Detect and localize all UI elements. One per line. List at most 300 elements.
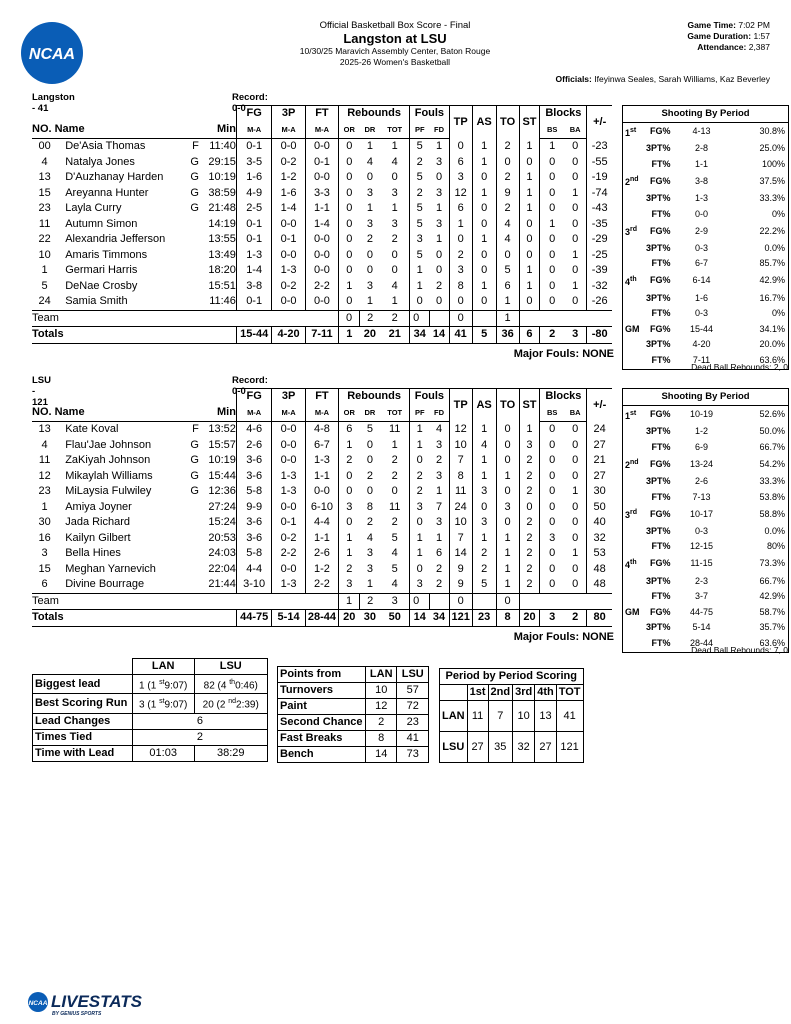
stat-no: 1 [41,264,48,276]
stat-name: ZaKiyah Johnson [65,454,151,466]
shooting-row [623,191,789,207]
percentage: 33.3% [759,192,786,203]
column-header: TP [449,389,472,422]
stat-to: 4 [496,217,519,233]
stat-ba: 0 [572,171,579,183]
stat-pm: 48 [587,577,612,593]
stat-pos [186,217,199,233]
points-from-label: Paint [278,699,366,715]
stat-type: FG% [649,275,671,286]
shooting-row [623,322,789,338]
shooting-title: Shooting By Period [623,106,789,123]
stat-ba: 0 [572,423,579,435]
stat-ba: 0 [572,155,579,168]
made-attempted: 7-13 [692,491,711,502]
shooting-row [623,172,789,191]
stat-type: 3PT% [645,622,671,633]
player-row [32,500,612,516]
stat-name: Germari Harris [65,264,138,276]
stat-st: 1 [519,139,540,155]
team-stat-fg [236,593,271,610]
period-label [623,222,645,241]
stat-tot: 5 [391,562,398,575]
player-row [32,217,612,233]
team-stat-fd [429,593,449,610]
stat-pos [186,263,199,279]
total-pm: 80 [587,610,612,627]
period-score-total: 121 [556,732,583,763]
stat-to: 4 [496,232,519,248]
column-header: Fouls [410,389,450,406]
stat-dr: 8 [366,500,373,513]
stat-tp: 24 [449,500,472,516]
column-header: Blocks [540,389,587,406]
stat-fd: 1 [435,531,443,544]
period-label [623,620,645,636]
period-suffix: nd [630,176,639,184]
stat-fd: 1 [435,140,443,152]
stat-name: Amiya Joyner [65,500,132,513]
stat-ba: 0 [572,202,579,214]
stat-fg: 1-3 [236,248,271,264]
biggest-lead-lan: 1 (1 $^{st}$9:07) [132,675,194,694]
percentage: 35.7% [759,622,786,633]
team-record: Record: 0-0 [232,375,268,397]
column-subheader: BS [540,122,564,139]
dead-ball-rebounds: Dead Ball Rebounds: 2, 0 [691,362,788,372]
period-suffix: st [630,126,637,134]
stat-name: MiLaysia Fulwiley [65,485,152,497]
totals-row [32,610,612,627]
stat-as: 1 [472,453,496,469]
stat-no: 11 [38,454,51,466]
game-info [600,20,770,53]
stat-bs: 3 [540,531,564,547]
stat-pm: -74 [587,186,612,202]
stat-as: 1 [472,469,496,485]
stat-ft: 0-0 [305,484,338,500]
stat-pos [186,562,199,578]
stat-min: 13:55 [208,233,236,245]
made-attempted: 2-6 [694,475,708,486]
stat-pf: 1 [410,438,430,454]
stat-fg: 4-4 [236,562,271,578]
column-subheader: BA [564,405,587,422]
stat-min: 22:04 [208,562,236,575]
stat-as: 5 [472,577,496,593]
period-header: 4th [535,685,557,701]
column-header: FT [305,106,338,123]
stat-bs: 0 [540,155,564,171]
stat-fd: 3 [435,186,443,199]
period-header: TOT [556,685,583,701]
column-subheader: NO. Name [32,405,199,422]
shooting-row [623,620,789,636]
stat-bs: 1 [540,217,564,233]
player-row [32,248,612,264]
stat-name: Areyanna Hunter [65,186,149,199]
shooting-row [623,306,789,322]
stat-tp3: 1-3 [272,577,305,593]
points-from-lan: 14 [365,747,397,763]
stat-bs: 0 [540,279,564,295]
player-row [32,531,612,547]
player-row [32,279,612,295]
stat-as: 1 [472,232,496,248]
made-attempted: 1-3 [694,192,708,203]
season-line: 2025-26 Women's Basketball [339,57,451,67]
total-fg: 44-75 [236,610,271,627]
stat-ft: 2-6 [305,546,338,562]
team-label: LSU - 121 [32,375,51,408]
points-from-table [277,666,429,763]
stat-name: Divine Bourrage [65,578,145,590]
stat-ba: 0 [572,562,579,575]
percentage: 52.6% [759,409,786,420]
player-row [32,546,612,562]
shooting-row [623,455,789,474]
period-label [623,490,645,506]
stat-or: 0 [339,469,360,485]
player-row [32,484,612,500]
shooting-row [623,424,789,440]
stat-no: 5 [41,279,48,292]
stat-no: 12 [38,469,51,482]
stat-ft: 1-4 [305,217,338,233]
total-tp3: 5-14 [272,610,305,627]
stat-pm: 32 [587,531,612,547]
period-label [623,172,645,191]
stat-dr: 1 [366,140,373,152]
stat-tot: 0 [391,264,398,276]
stat-bs: 0 [540,469,564,485]
stat-pos: G [190,438,199,451]
stat-min: 14:19 [208,217,236,230]
officials [430,74,770,84]
shooting-row [623,505,789,524]
stat-type: FG% [649,126,671,137]
period-label [623,539,645,555]
stat-fd: 1 [435,233,443,245]
stat-as: 2 [472,546,496,562]
stat-tot: 1 [391,295,398,307]
stat-ba: 0 [572,140,579,152]
stat-st: 2 [519,484,540,500]
stat-tp: 11 [449,484,472,500]
stat-bs: 0 [540,438,564,454]
stat-name: Autumn Simon [65,217,138,230]
period-label [623,291,645,307]
stat-bs: 1 [540,139,564,155]
stat-pm: -29 [587,232,612,248]
stat-pf: 5 [410,217,430,233]
team-stat-tp3 [272,593,305,610]
total-dr: 20 [359,327,380,344]
stat-tot: 0 [391,171,398,183]
stat-tot: 0 [391,248,398,261]
stat-pm: 48 [587,562,612,578]
stat-pf: 0 [410,294,430,310]
svg-text:BY GENIUS SPORTS: BY GENIUS SPORTS [52,1011,102,1017]
total-tp: 41 [449,327,472,344]
stat-min: 38:59 [208,186,236,199]
time-with-lead-label: Time with Lead [33,745,133,761]
column-subheader: FD [429,405,449,422]
stat-to: 3 [496,500,519,516]
stat-type: 3PT% [645,143,671,154]
stat-ba: 0 [572,438,579,451]
total-tp3: 4-20 [272,327,305,344]
stat-st: 2 [519,515,540,531]
points-from-label: Fast Breaks [278,731,366,747]
stat-pm: 40 [587,515,612,531]
stat-no: 13 [38,171,51,183]
period-label [623,322,645,338]
column-header: FG [236,389,271,406]
stat-st: 0 [519,232,540,248]
period-score: 10 [513,701,535,732]
shooting-row [623,241,789,257]
stat-dr: 0 [366,454,373,466]
percentage: 66.7% [759,575,786,586]
percentage: 0.0% [764,242,786,253]
stat-or: 0 [339,139,360,155]
column-header: Fouls [410,106,450,123]
player-row [32,469,612,485]
column-subheader: PF [410,405,430,422]
stat-type: FT% [651,258,671,269]
period-label [623,405,645,424]
made-attempted: 2-9 [694,225,708,236]
stat-pos [186,515,199,531]
stat-min: 15:44 [208,469,236,482]
stat-type: FT% [651,637,671,648]
total-pf: 34 [410,327,430,344]
lead-changes-value: 6 [132,713,267,729]
stat-fg: 0-1 [236,217,271,233]
stat-tp3: 0-1 [272,232,305,248]
stat-pf: 0 [410,453,430,469]
stat-ba: 0 [572,295,579,307]
summary-lan-header: LAN [132,659,194,675]
total-pf: 14 [410,610,430,627]
stat-bs: 0 [540,500,564,516]
stat-as: 0 [472,201,496,217]
stat-ft: 0-0 [305,263,338,279]
column-header: ST [519,106,540,139]
total-st: 20 [519,610,540,627]
stat-dr: 5 [366,423,373,435]
stat-name: Bella Hines [65,547,121,559]
stat-or: 1 [339,438,360,454]
stat-pf: 0 [410,515,430,531]
made-attempted: 0-3 [694,242,708,253]
percentage: 42.9% [759,275,786,286]
percentage: 33.3% [759,475,786,486]
totals-label: Totals [32,610,236,627]
stat-no: 11 [38,217,51,230]
stat-ba: 1 [572,248,579,261]
percentage: 58.8% [759,508,786,519]
stat-min: 15:51 [208,279,236,292]
team-stat-pf: 0 [410,310,430,327]
stat-fd: 2 [435,578,443,590]
percentage: 85.7% [759,258,786,269]
period-score: 27 [535,732,557,763]
period-suffix: th [630,275,637,283]
column-subheader: DR [359,405,380,422]
stat-dr: 4 [366,531,373,544]
column-subheader: M-A [236,405,271,422]
period-label [623,141,645,157]
stat-ba: 0 [572,531,579,544]
best-run-lsu: 20 (2 $^{nd}$2:39) [194,694,268,713]
stat-or: 2 [339,453,360,469]
stat-fg: 1-6 [236,170,271,186]
stat-dr: 3 [366,562,373,575]
stat-or: 0 [339,263,360,279]
stat-tp: 2 [449,248,472,264]
stat-ft: 1-1 [305,201,338,217]
stat-st: 0 [519,248,540,264]
shooting-row [623,589,789,605]
player-row [32,422,612,438]
stat-pf: 1 [410,422,430,438]
box-score-table [32,388,612,627]
player-row [32,577,612,593]
percentage: 0% [772,208,786,219]
team-stat-dr: 2 [359,310,380,327]
stat-tot: 11 [389,423,401,435]
stat-min: 15:24 [208,516,236,528]
stat-pm: -39 [587,263,612,279]
percentage: 100% [761,158,786,169]
time-with-lead-lsu: 38:29 [194,745,268,761]
stat-tot: 2 [391,454,398,466]
stat-to: 0 [496,155,519,171]
stat-min: 10:19 [208,454,236,466]
stat-ba: 0 [572,578,579,590]
stat-ba: 0 [572,454,579,466]
player-row [32,155,612,171]
shooting-row [623,157,789,173]
stat-ft: 4-4 [305,515,338,531]
total-ba: 2 [564,610,587,627]
column-header: 3P [272,106,305,123]
stat-to: 1 [496,577,519,593]
stat-st: 0 [519,155,540,171]
shooting-by-period-table [622,105,789,370]
stat-bs: 0 [540,484,564,500]
total-fg: 15-44 [236,327,271,344]
made-attempted: 2-3 [694,575,708,586]
stat-or: 0 [339,186,360,202]
officials-names: Ifeyinwa Seales, Sarah Williams, Kaz Beverley [594,74,770,84]
stat-or: 0 [339,484,360,500]
period-number: 3 [625,510,631,521]
stat-ft: 1-1 [305,469,338,485]
stat-pos [186,500,199,516]
total-or: 20 [339,610,360,627]
stat-name: Alexandria Jefferson [65,233,166,245]
stat-st: 0 [519,500,540,516]
made-attempted: 44-75 [689,606,714,617]
stat-pf: 1 [410,263,430,279]
stat-fd: 4 [435,423,443,435]
column-subheader: TOT [380,405,409,422]
stat-tp: 6 [449,201,472,217]
team-stat-ft [305,310,338,327]
stat-pf: 5 [410,170,430,186]
stat-tp3: 0-0 [272,294,305,310]
stat-to: 2 [496,201,519,217]
svg-text:NCAA: NCAA [28,1000,48,1007]
stat-tp3: 2-2 [272,546,305,562]
column-subheader: M-A [305,405,338,422]
period-number: 1 [625,127,631,138]
stat-to: 0 [496,248,519,264]
column-subheader: M-A [236,122,271,139]
stat-tp: 8 [449,469,472,485]
stat-pm: 27 [587,469,612,485]
attendance: 2,387 [748,42,770,52]
times-tied-value: 2 [132,729,267,745]
player-row [32,186,612,202]
stat-no: 15 [38,562,51,575]
period-team-lan: LAN [440,701,468,732]
stat-pf: 3 [410,577,430,593]
stat-min: 27:24 [208,500,236,513]
stat-no: 23 [38,202,51,214]
stat-no: 13 [38,423,51,435]
stat-tp3: 1-2 [272,170,305,186]
total-ft: 7-11 [305,327,338,344]
stat-ft: 1-3 [305,453,338,469]
shooting-row [623,337,789,353]
percentage: 25.0% [759,143,786,154]
made-attempted: 4-13 [692,126,711,137]
stat-pf: 2 [410,155,430,171]
stat-pos [186,248,199,264]
stat-fg: 2-5 [236,201,271,217]
period-number: 1 [625,410,631,421]
total-dr: 30 [359,610,380,627]
stat-pos: G [190,171,199,183]
stat-no: 1 [41,500,48,513]
major-fouls: Major Fouls: NONE [513,631,614,643]
stat-or: 1 [339,546,360,562]
stat-tp3: 1-6 [272,186,305,202]
points-from-lan: 2 [365,715,397,731]
stat-type: 3PT% [645,339,671,350]
best-run-lan: 3 (1 $^{st}$9:07) [132,694,194,713]
stat-tot: 1 [391,202,398,214]
stat-to: 2 [496,139,519,155]
percentage: 50.0% [759,426,786,437]
stat-or: 0 [339,294,360,310]
team-stat-tot: 3 [380,593,409,610]
team-stat-st [519,310,540,327]
stat-tot: 11 [389,500,401,513]
player-row [32,562,612,578]
stat-dr: 0 [366,248,373,261]
stat-pm: 53 [587,546,612,562]
column-subheader: OR [339,122,360,139]
stat-fd: 7 [435,500,443,513]
points-from-title: Points from [278,667,366,683]
stat-fd: 0 [435,248,443,261]
stat-pf: 3 [410,232,430,248]
